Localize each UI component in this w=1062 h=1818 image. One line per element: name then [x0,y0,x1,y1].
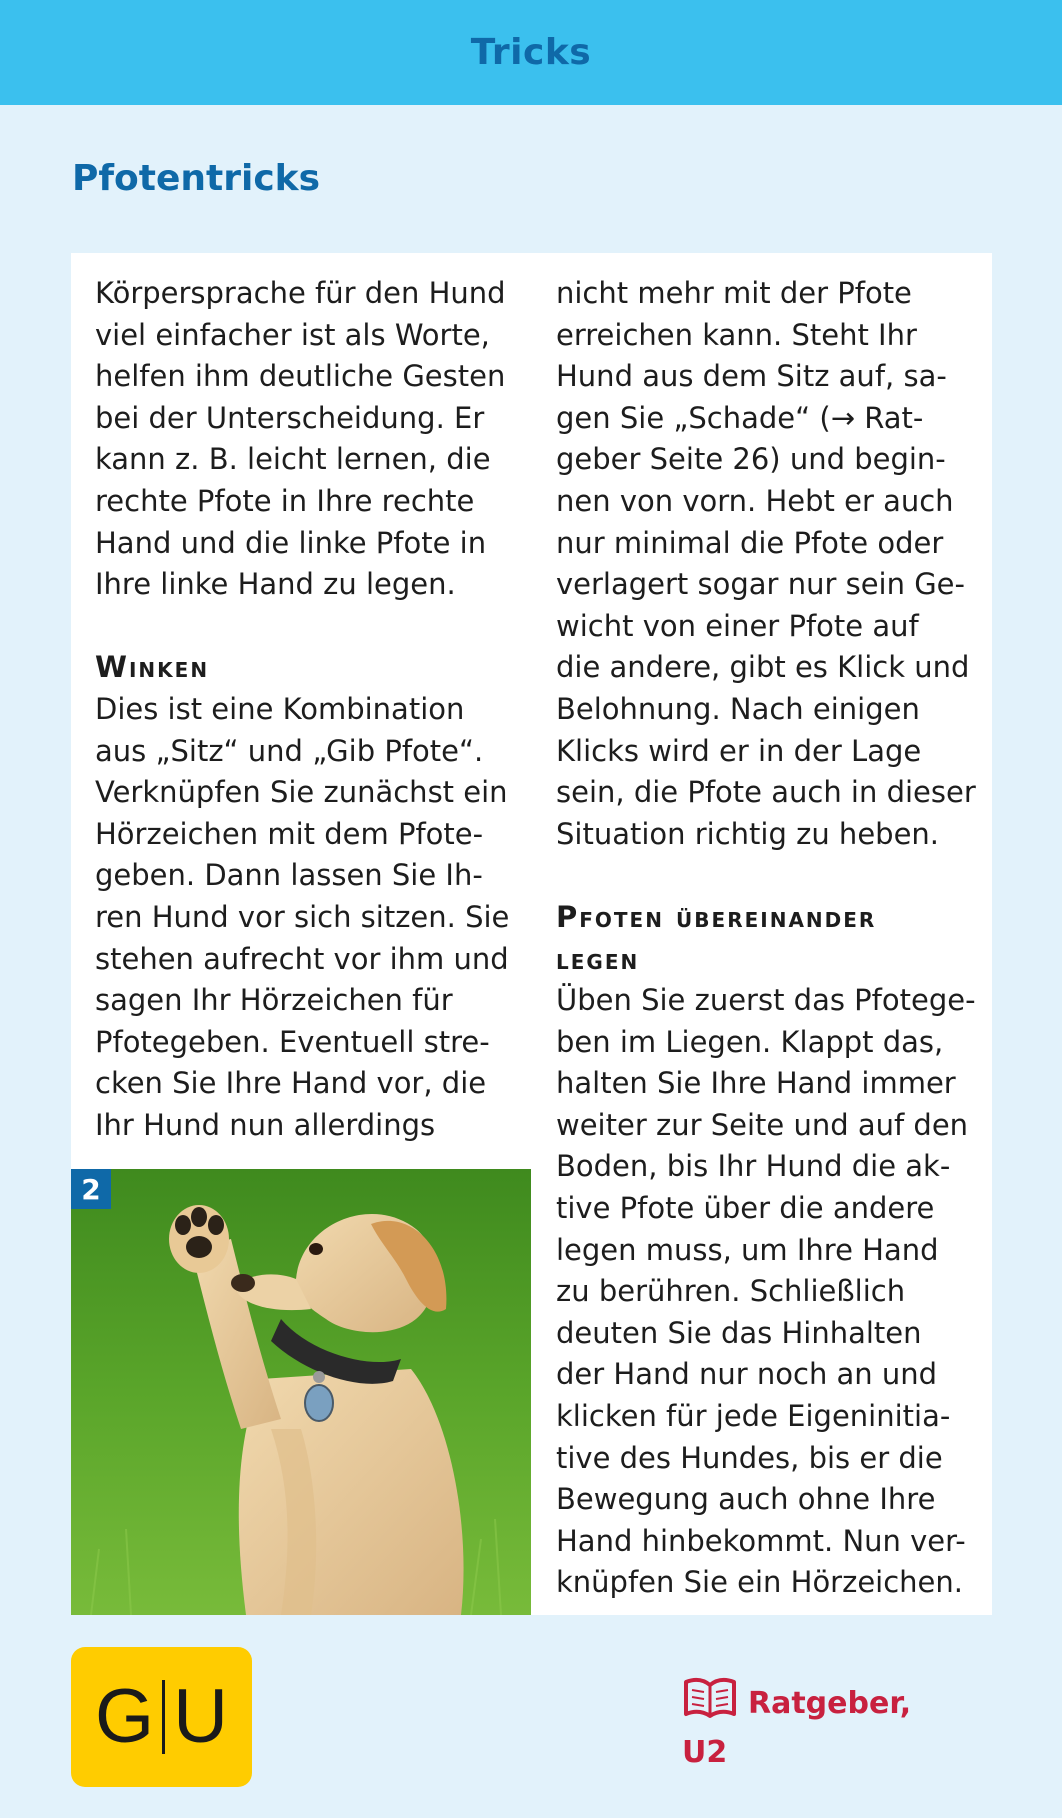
text-line: legen muss, um Ihre Hand [556,1232,939,1267]
text-line: nur minimal die Pfote oder [556,525,944,560]
text-line: Boden, bis Ihr Hund die ak- [556,1149,951,1184]
text-line: ben im Liegen. Klappt das, [556,1024,944,1059]
text-line: geben. Dann lassen Sie Ih- [95,858,483,893]
text-line: Bewegung auch ohne Ihre [556,1482,936,1517]
text-line: wicht von einer Pfote auf [556,608,919,643]
text-line: Hand hinbekommt. Nun ver- [556,1523,966,1558]
gu-logo-divider [162,1680,165,1754]
text-line: cken Sie Ihre Hand vor, die [95,1066,487,1101]
text-line: Situation richtig zu heben. [556,816,940,851]
text-line: aus „Sitz“ und „Gib Pfote“. [95,733,484,768]
text-line: kann z. B. leicht lernen, die [95,442,491,477]
content-panel [71,253,992,1615]
text-line: ren Hund vor sich sitzen. Sie [95,899,510,934]
text-line: verlagert sogar nur sein Ge- [556,567,965,602]
text-line: knüpfen Sie ein Hörzeichen. [556,1565,963,1600]
text-line: Pfotegeben. Eventuell stre- [95,1024,490,1059]
text-line: tive des Hundes, bis er die [556,1440,943,1475]
subheading-winken: Winken [95,650,210,685]
text-line: halten Sie Ihre Hand immer [556,1066,956,1101]
text-line: deuten Sie das Hinhalten [556,1315,922,1350]
text-line: nicht mehr mit der Pfote [556,276,912,310]
guide-reference[interactable] [682,1676,982,1774]
header-title: Tricks [470,32,592,73]
gu-logo-u: U [173,1674,228,1759]
gu-logo[interactable] [71,1647,252,1787]
dog-illustration [71,1169,531,1615]
text-line: sagen Ihr Hörzeichen für [95,983,453,1018]
text-line: Klicks wird er in der Lage [556,733,922,768]
figure-number-badge: 2 [71,1169,111,1209]
text-line: Hund aus dem Sitz auf, sa- [556,359,947,394]
text-line: rechte Pfote in Ihre rechte [95,483,475,518]
text-line: geber Seite 26) und begin- [556,442,946,477]
section-title: Pfotentricks [72,158,321,199]
header-bar [0,0,1062,105]
text-line: Hörzeichen mit dem Pfote- [95,816,484,851]
text-line: Hand und die linke Pfote in [95,525,487,560]
text-line: helfen ihm deutliche Gesten [95,359,506,394]
text-line: stehen aufrecht vor ihm und [95,941,509,976]
text-line: der Hand nur noch an und [556,1357,938,1392]
text-line: tive Pfote über die andere [556,1191,935,1226]
gu-logo-g: G [94,1674,155,1759]
text-line: Belohnung. Nach einigen [556,691,920,726]
text-line: Körpersprache für den Hund [95,276,506,310]
text-line: zu berühren. Schließlich [556,1274,906,1309]
left-column [95,273,525,1146]
open-book-icon [682,1676,738,1732]
text-line: Ihre linke Hand zu legen. [95,567,456,602]
guide-reference-page: U2 [682,1735,728,1770]
text-line: Ihr Hund nun allerdings [95,1107,436,1142]
right-column [556,273,981,1604]
guide-reference-row [682,1676,982,1732]
dog-waving-photo [71,1169,531,1615]
text-line: die andere, gibt es Klick und [556,650,970,685]
text-line: erreichen kann. Steht Ihr [556,317,917,352]
text-line: klicken für jede Eigeninitia- [556,1399,951,1434]
guide-reference-label: Ratgeber, [748,1686,912,1721]
text-line: Üben Sie zuerst das Pfotege- [556,983,976,1018]
text-line: viel einfacher ist als Worte, [95,317,490,352]
text-line: sein, die Pfote auch in dieser [556,775,976,810]
text-line: weiter zur Seite und auf den [556,1107,969,1142]
text-line: Verknüpfen Sie zunächst ein [95,775,508,810]
text-line: gen Sie „Schade“ (→ Rat- [556,400,924,435]
text-line: nen von vorn. Hebt er auch [556,483,954,518]
text-line: Dies ist eine Kombination [95,691,465,726]
text-line: bei der Unterscheidung. Er [95,400,485,435]
subheading-pfoten-uebereinander-cont: legen [556,941,640,976]
subheading-pfoten-uebereinander: Pfoten übereinander [556,899,877,934]
paragraph-gap [95,606,525,648]
paragraph-gap [556,855,981,897]
